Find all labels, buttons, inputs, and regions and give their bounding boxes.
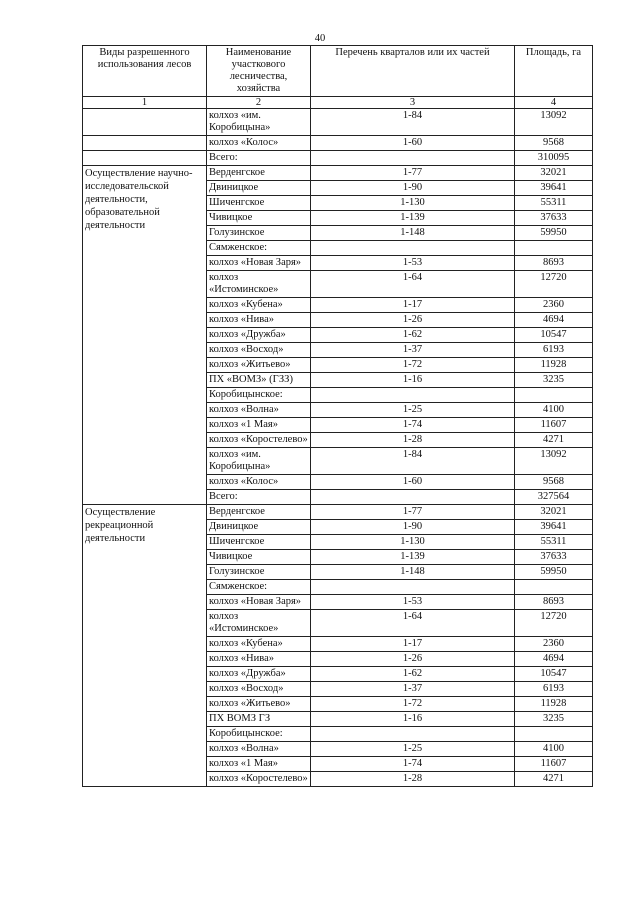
area-cell: 39641 <box>515 520 593 535</box>
area-cell: 6193 <box>515 343 593 358</box>
quarters-cell: 1-60 <box>311 475 515 490</box>
table-row <box>83 136 593 151</box>
column-number: 4 <box>515 97 593 109</box>
area-cell: 10547 <box>515 328 593 343</box>
forestry-unit-cell: колхоз «Житьево» <box>207 358 311 373</box>
forestry-unit-cell: колхоз «Истоминское» <box>207 610 311 637</box>
quarters-cell: 1-28 <box>311 433 515 448</box>
quarters-cell <box>311 241 515 256</box>
area-cell: 2360 <box>515 298 593 313</box>
area-cell: 13092 <box>515 109 593 136</box>
quarters-cell: 1-60 <box>311 136 515 151</box>
area-cell: 4694 <box>515 652 593 667</box>
area-cell <box>515 727 593 742</box>
area-cell: 37633 <box>515 550 593 565</box>
forest-use-table <box>82 45 593 787</box>
forestry-unit-cell: колхоз «Колос» <box>207 475 311 490</box>
quarters-cell: 1-74 <box>311 418 515 433</box>
quarters-cell <box>311 580 515 595</box>
forestry-unit-cell: колхоз «Житьево» <box>207 697 311 712</box>
use-type-cell: Осуществление рекреационной деятельности <box>83 505 207 787</box>
forestry-unit-cell: колхоз «1 Мая» <box>207 418 311 433</box>
area-cell: 11928 <box>515 697 593 712</box>
area-cell: 8693 <box>515 256 593 271</box>
table-header <box>83 46 593 109</box>
empty-use-type-cell <box>83 136 207 151</box>
page-number: 40 <box>314 33 326 44</box>
forestry-unit-cell: колхоз «Волна» <box>207 742 311 757</box>
area-cell: 4271 <box>515 772 593 787</box>
area-cell: 327564 <box>515 490 593 505</box>
quarters-cell: 1-26 <box>311 313 515 328</box>
area-cell: 4100 <box>515 403 593 418</box>
forestry-unit-cell: колхоз «Коростелево» <box>207 433 311 448</box>
forestry-unit-cell: колхоз «Дружба» <box>207 667 311 682</box>
quarters-cell: 1-28 <box>311 772 515 787</box>
quarters-cell: 1-148 <box>311 226 515 241</box>
quarters-cell: 1-77 <box>311 166 515 181</box>
table-row <box>83 505 593 520</box>
forestry-unit-cell: колхоз «Дружба» <box>207 328 311 343</box>
forestry-unit-cell: Коробицынское: <box>207 727 311 742</box>
area-cell: 4694 <box>515 313 593 328</box>
forestry-unit-cell: колхоз «Новая Заря» <box>207 256 311 271</box>
quarters-cell: 1-90 <box>311 520 515 535</box>
forestry-unit-cell: Шиченгское <box>207 535 311 550</box>
area-cell: 37633 <box>515 211 593 226</box>
forestry-unit-cell: колхоз «1 Мая» <box>207 757 311 772</box>
forestry-unit-cell: Коробицынское: <box>207 388 311 403</box>
header-forestry-unit: Наименование участкового лесничества, хозяйства <box>207 46 311 97</box>
quarters-cell: 1-72 <box>311 697 515 712</box>
quarters-cell <box>311 388 515 403</box>
forestry-unit-cell: колхоз «Волна» <box>207 403 311 418</box>
forestry-unit-cell: Сямженское: <box>207 241 311 256</box>
quarters-cell: 1-139 <box>311 550 515 565</box>
area-cell: 4100 <box>515 742 593 757</box>
area-cell: 11607 <box>515 757 593 772</box>
area-cell <box>515 241 593 256</box>
forestry-unit-cell: Двиницкое <box>207 181 311 196</box>
area-cell: 12720 <box>515 271 593 298</box>
quarters-cell: 1-72 <box>311 358 515 373</box>
forestry-unit-cell: колхоз «Истоминское» <box>207 271 311 298</box>
quarters-cell: 1-64 <box>311 610 515 637</box>
forestry-unit-cell: Голузинское <box>207 226 311 241</box>
quarters-cell: 1-53 <box>311 595 515 610</box>
quarters-cell: 1-26 <box>311 652 515 667</box>
forestry-unit-cell: колхоз «Нива» <box>207 652 311 667</box>
forestry-unit-cell: Верденгское <box>207 166 311 181</box>
forestry-unit-cell: Всего: <box>207 490 311 505</box>
forestry-unit-cell: колхоз «Новая Заря» <box>207 595 311 610</box>
area-cell: 13092 <box>515 448 593 475</box>
quarters-cell: 1-130 <box>311 196 515 211</box>
quarters-cell: 1-25 <box>311 742 515 757</box>
forestry-unit-cell: колхоз «им. Коробицына» <box>207 448 311 475</box>
area-cell: 39641 <box>515 181 593 196</box>
empty-use-type-cell <box>83 151 207 166</box>
quarters-cell <box>311 490 515 505</box>
quarters-cell <box>311 151 515 166</box>
forestry-unit-cell: Всего: <box>207 151 311 166</box>
quarters-cell: 1-84 <box>311 109 515 136</box>
quarters-cell: 1-130 <box>311 535 515 550</box>
column-number: 2 <box>207 97 311 109</box>
area-cell: 59950 <box>515 565 593 580</box>
forestry-unit-cell: ПХ «ВОМЗ» (ГЗЗ) <box>207 373 311 388</box>
area-cell: 310095 <box>515 151 593 166</box>
area-cell: 4271 <box>515 433 593 448</box>
quarters-cell: 1-62 <box>311 328 515 343</box>
forestry-unit-cell: Чивицкое <box>207 550 311 565</box>
column-number: 3 <box>311 97 515 109</box>
quarters-cell: 1-17 <box>311 298 515 313</box>
quarters-cell: 1-37 <box>311 343 515 358</box>
column-number: 1 <box>83 97 207 109</box>
forestry-unit-cell: Двиницкое <box>207 520 311 535</box>
area-cell: 6193 <box>515 682 593 697</box>
forestry-unit-cell: колхоз «Восход» <box>207 343 311 358</box>
quarters-cell: 1-90 <box>311 181 515 196</box>
area-cell: 32021 <box>515 505 593 520</box>
header-area: Площадь, га <box>515 46 593 97</box>
empty-use-type-cell <box>83 109 207 136</box>
area-cell: 59950 <box>515 226 593 241</box>
quarters-cell: 1-148 <box>311 565 515 580</box>
quarters-cell: 1-77 <box>311 505 515 520</box>
forestry-unit-cell: колхоз «Коростелево» <box>207 772 311 787</box>
area-cell: 55311 <box>515 196 593 211</box>
column-number-row <box>83 97 593 109</box>
forestry-unit-cell: колхоз «Восход» <box>207 682 311 697</box>
area-cell: 3235 <box>515 712 593 727</box>
quarters-cell: 1-17 <box>311 637 515 652</box>
area-cell: 9568 <box>515 475 593 490</box>
area-cell: 9568 <box>515 136 593 151</box>
forestry-unit-cell: колхоз «Нива» <box>207 313 311 328</box>
forestry-unit-cell: Шиченгское <box>207 196 311 211</box>
area-cell: 12720 <box>515 610 593 637</box>
use-type-cell: Осуществление научно-исследовательской деятельности, образовательной деятельности <box>83 166 207 505</box>
area-cell: 2360 <box>515 637 593 652</box>
forestry-unit-cell: Сямженское: <box>207 580 311 595</box>
area-cell: 55311 <box>515 535 593 550</box>
header-quarters: Перечень кварталов или их частей <box>311 46 515 97</box>
area-cell: 8693 <box>515 595 593 610</box>
area-cell: 11928 <box>515 358 593 373</box>
area-cell <box>515 580 593 595</box>
area-cell: 32021 <box>515 166 593 181</box>
forestry-unit-cell: колхоз «Колос» <box>207 136 311 151</box>
quarters-cell: 1-139 <box>311 211 515 226</box>
quarters-cell: 1-64 <box>311 271 515 298</box>
quarters-cell: 1-84 <box>311 448 515 475</box>
forestry-unit-cell: Верденгское <box>207 505 311 520</box>
area-cell: 11607 <box>515 418 593 433</box>
quarters-cell: 1-53 <box>311 256 515 271</box>
area-cell: 3235 <box>515 373 593 388</box>
area-cell: 10547 <box>515 667 593 682</box>
table-body <box>83 109 593 787</box>
forestry-unit-cell: Голузинское <box>207 565 311 580</box>
table-row <box>83 109 593 136</box>
forestry-unit-cell: Чивицкое <box>207 211 311 226</box>
quarters-cell: 1-62 <box>311 667 515 682</box>
forestry-unit-cell: колхоз «Кубена» <box>207 637 311 652</box>
forestry-unit-cell: ПХ ВОМЗ ГЗ <box>207 712 311 727</box>
header-use-type: Виды разрешенного использования лесов <box>83 46 207 97</box>
quarters-cell: 1-16 <box>311 712 515 727</box>
table-row <box>83 166 593 181</box>
quarters-cell: 1-37 <box>311 682 515 697</box>
forestry-unit-cell: колхоз «Кубена» <box>207 298 311 313</box>
total-row <box>83 151 593 166</box>
area-cell <box>515 388 593 403</box>
quarters-cell: 1-16 <box>311 373 515 388</box>
quarters-cell <box>311 727 515 742</box>
forestry-unit-cell: колхоз «им. Коробицына» <box>207 109 311 136</box>
quarters-cell: 1-74 <box>311 757 515 772</box>
quarters-cell: 1-25 <box>311 403 515 418</box>
